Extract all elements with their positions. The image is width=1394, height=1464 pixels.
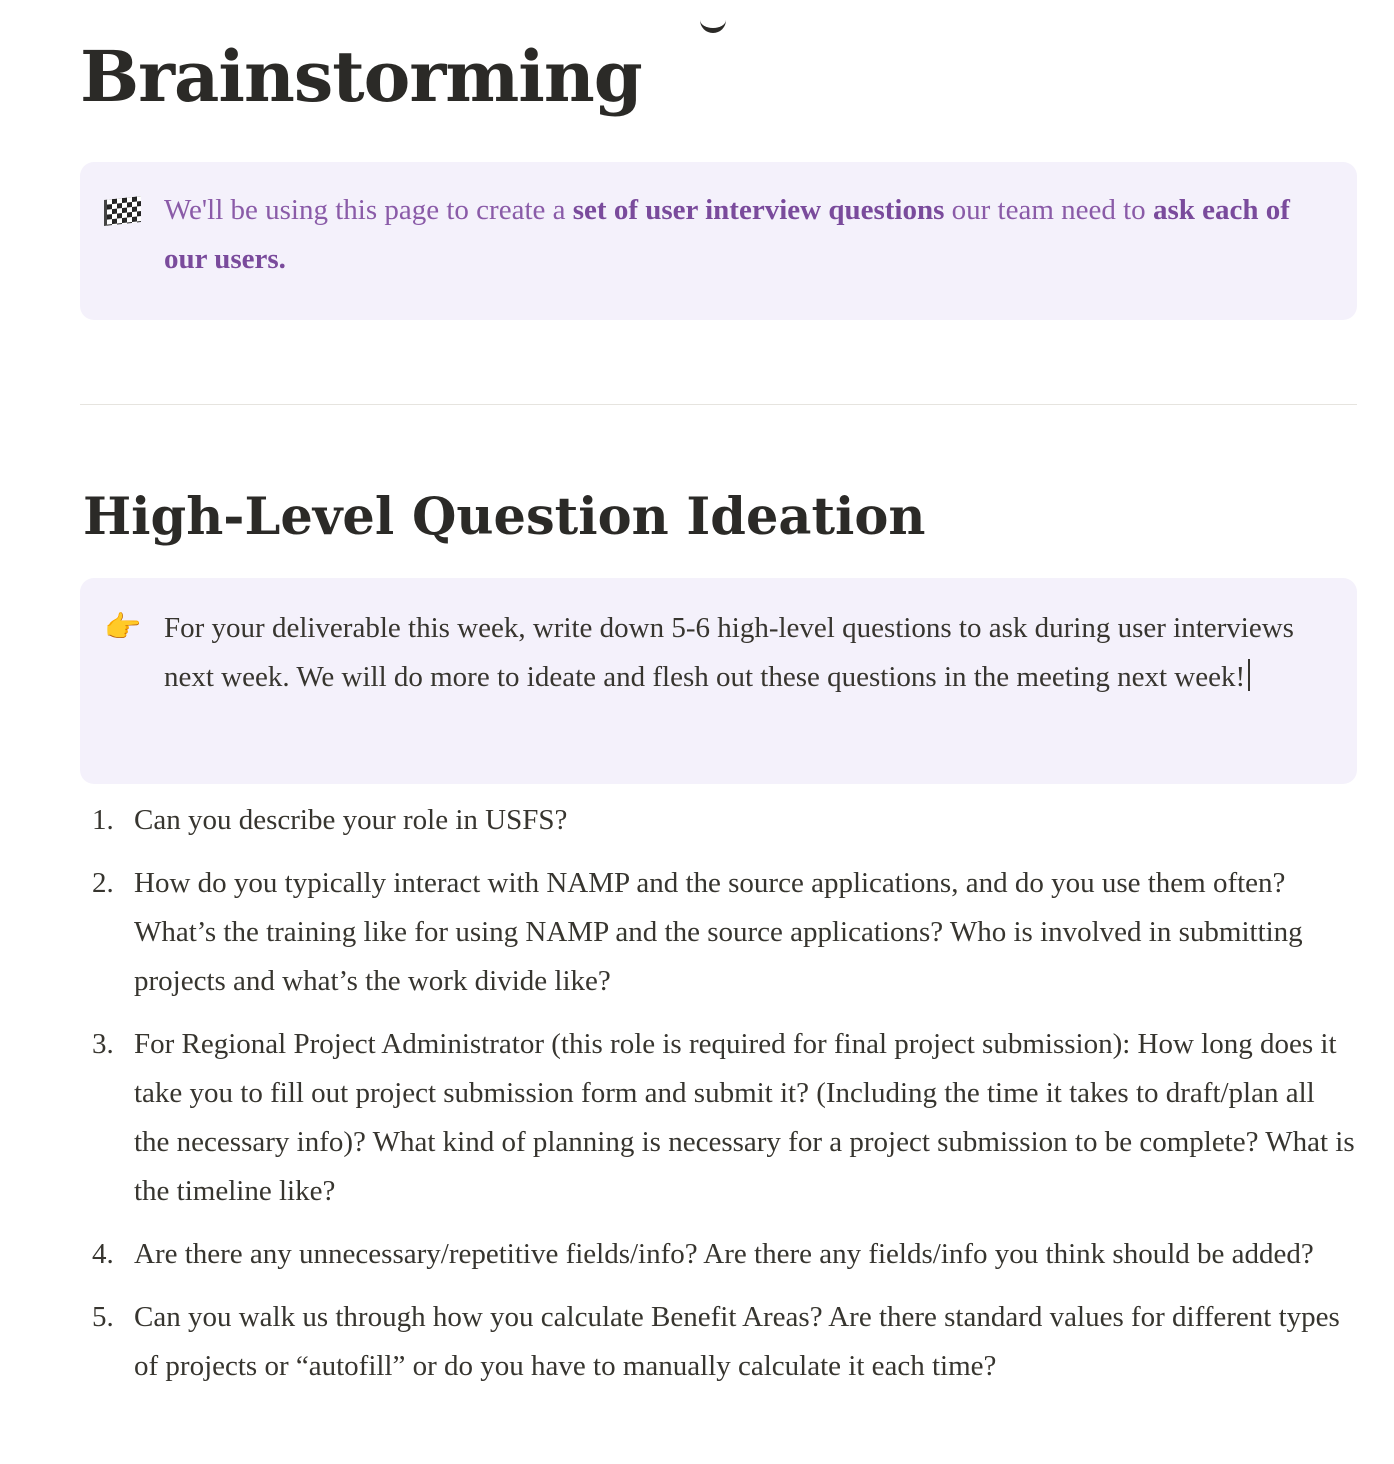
question-list <box>80 796 1357 1405</box>
intro-text-bold-users: ask each of our users. <box>164 194 1290 275</box>
list-number: 1. <box>92 804 114 836</box>
list-number: 2. <box>92 867 114 899</box>
list-item[interactable] <box>80 1020 1357 1216</box>
divider <box>80 404 1357 405</box>
list-item[interactable] <box>80 1230 1357 1279</box>
section-heading[interactable]: High-Level Question Ideation <box>83 487 926 547</box>
intro-callout-text[interactable] <box>164 186 1317 284</box>
list-item[interactable] <box>80 796 1357 845</box>
instruction-callout[interactable] <box>80 578 1357 784</box>
list-item-text: How do you typically interact with NAMP and the source applications, and do you use them often? What’s the training like for using NAMP and the source applications? Who is involved in submitting projects and what’s the work divide like? <box>134 867 1303 997</box>
intro-text-part2: our team need to <box>944 194 1153 226</box>
list-item[interactable] <box>80 859 1357 1006</box>
intro-text-part1: We'll be using this page to create a <box>164 194 573 226</box>
list-item-text: Can you walk us through how you calculate Benefit Areas? Are there standard values for different types of projects or “autofill” or do you have to manually calculate it each time? <box>134 1301 1340 1382</box>
list-item-text: For Regional Project Administrator (this role is required for final project submission): How long does it take you to fill out project submission form and submit it? (Including the time it takes to draft/plan all the necessary info)? What kind of planning is necessary for a project submission to be complete? What is the timeline like? <box>134 1028 1355 1207</box>
page-title[interactable]: Brainstorming <box>80 35 642 118</box>
instruction-text: For your deliverable this week, write down 5-6 high-level questions to ask during user interviews next week. We will do more to ideate and flesh out these questions in the meeting next week! <box>164 612 1294 693</box>
list-item[interactable] <box>80 1293 1357 1391</box>
text-cursor <box>1248 659 1250 691</box>
checkered-flag-icon[interactable] <box>104 192 140 228</box>
list-item-text: Can you describe your role in USFS? <box>134 804 568 836</box>
list-number: 3. <box>92 1028 114 1060</box>
list-item-text: Are there any unnecessary/repetitive fields/info? Are there any fields/info you think should be added? <box>134 1238 1314 1270</box>
pointing-hand-icon[interactable]: 👉 <box>104 610 142 645</box>
list-number: 4. <box>92 1238 114 1270</box>
clipped-title-glyph <box>700 14 726 33</box>
intro-text-bold-questions: set of user interview questions <box>572 194 945 226</box>
intro-callout[interactable] <box>80 162 1357 320</box>
list-number: 5. <box>92 1301 114 1333</box>
instruction-callout-text[interactable] <box>164 604 1317 702</box>
